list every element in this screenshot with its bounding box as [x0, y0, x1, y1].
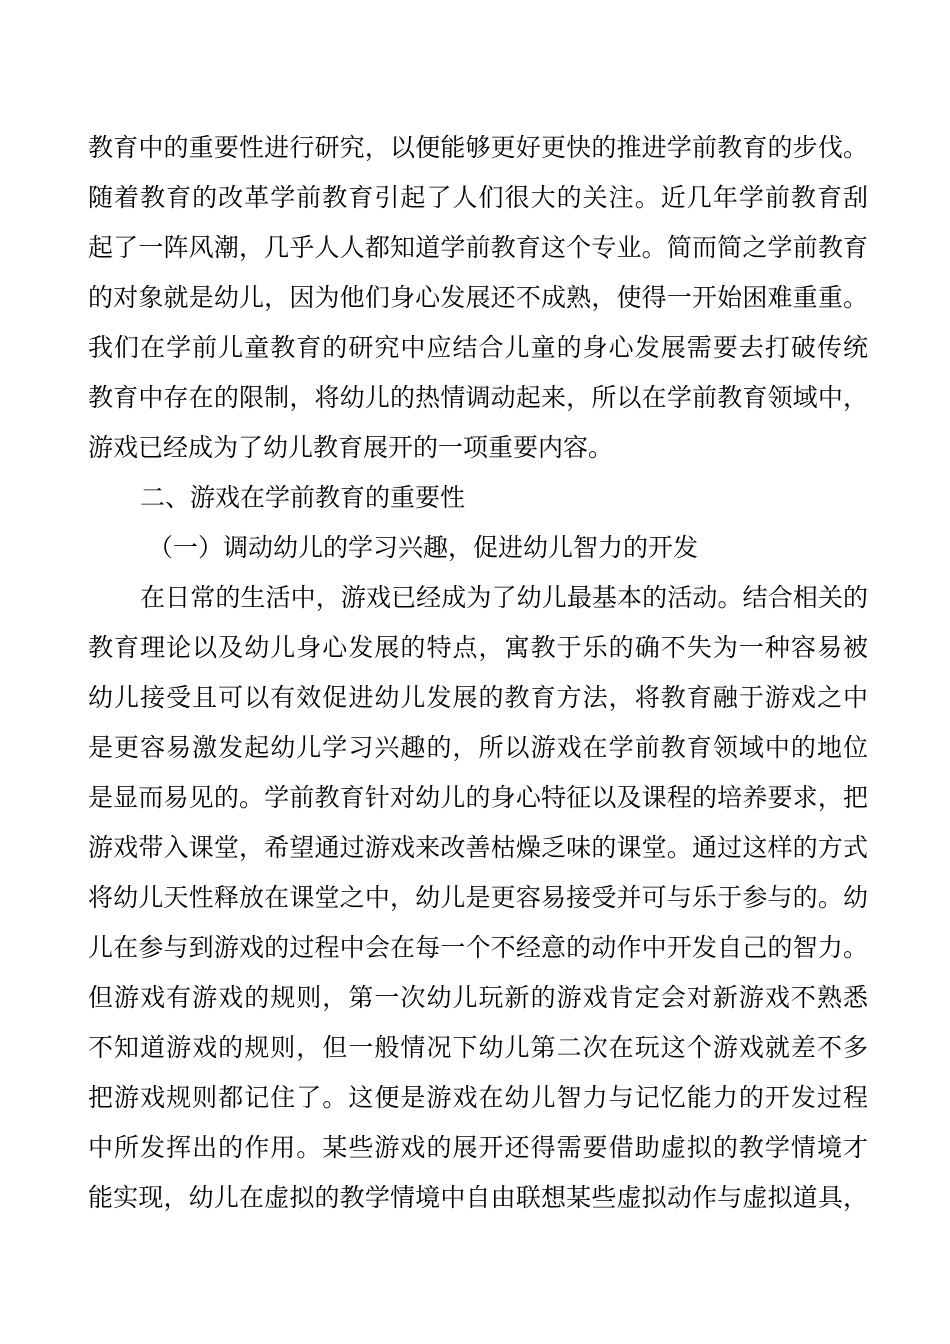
text-line: 把游戏规则都记住了。这便是游戏在幼儿智力与记忆能力的开发过程: [88, 1083, 868, 1112]
text-line: 是更容易激发起幼儿学习兴趣的，所以游戏在学前教育领域中的地位: [88, 733, 868, 762]
section-heading: 二、游戏在学前教育的重要性: [140, 483, 466, 512]
text-line: 在日常的生活中，游戏已经成为了幼儿最基本的活动。结合相关的: [140, 583, 868, 612]
text-line: 儿在参与到游戏的过程中会在每一个不经意的动作中开发自己的智力。: [88, 933, 868, 962]
text-line: 不知道游戏的规则，但一般情况下幼儿第二次在玩这个游戏就差不多: [88, 1033, 868, 1062]
text-line: 游戏已经成为了幼儿教育展开的一项重要内容。: [88, 433, 614, 462]
document-page: [88, 128, 868, 1228]
text-line: 游戏带入课堂，希望通过游戏来改善枯燥乏味的课堂。通过这样的方式: [88, 833, 868, 862]
text-line: 中所发挥出的作用。某些游戏的展开还得需要借助虚拟的教学情境才: [88, 1133, 868, 1162]
text-line: 起了一阵风潮，几乎人人都知道学前教育这个专业。简而简之学前教育: [88, 233, 868, 262]
text-line: 能实现，幼儿在虚拟的教学情境中自由联想某些虚拟动作与虚拟道具，: [88, 1183, 868, 1212]
text-line: 教育中的重要性进行研究，以便能够更好更快的推进学前教育的步伐。: [88, 133, 868, 162]
text-line: 随着教育的改革学前教育引起了人们很大的关注。近几年学前教育刮: [88, 183, 868, 212]
paragraph-continuation: [88, 128, 868, 478]
text-line: 教育理论以及幼儿身心发展的特点，寓教于乐的确不失为一种容易被: [88, 633, 868, 662]
text-line: 但游戏有游戏的规则，第一次幼儿玩新的游戏肯定会对新游戏不熟悉: [88, 983, 868, 1012]
text-line: 是显而易见的。学前教育针对幼儿的身心特征以及课程的培养要求，把: [88, 783, 868, 812]
text-line: 我们在学前儿童教育的研究中应结合儿童的身心发展需要去打破传统: [88, 333, 868, 362]
text-line: 教育中存在的限制，将幼儿的热情调动起来，所以在学前教育领域中，: [88, 383, 868, 412]
text-line: 幼儿接受且可以有效促进幼儿发展的教育方法，将教育融于游戏之中: [88, 683, 868, 712]
text-line: 的对象就是幼儿，因为他们身心发展还不成熟，使得一开始困难重重。: [88, 283, 868, 312]
subsection-heading: （一）调动幼儿的学习兴趣，促进幼儿智力的开发: [148, 533, 699, 562]
text-line: 将幼儿天性释放在课堂之中，幼儿是更容易接受并可与乐于参与的。幼: [88, 883, 868, 912]
paragraph-body: [88, 578, 868, 1228]
